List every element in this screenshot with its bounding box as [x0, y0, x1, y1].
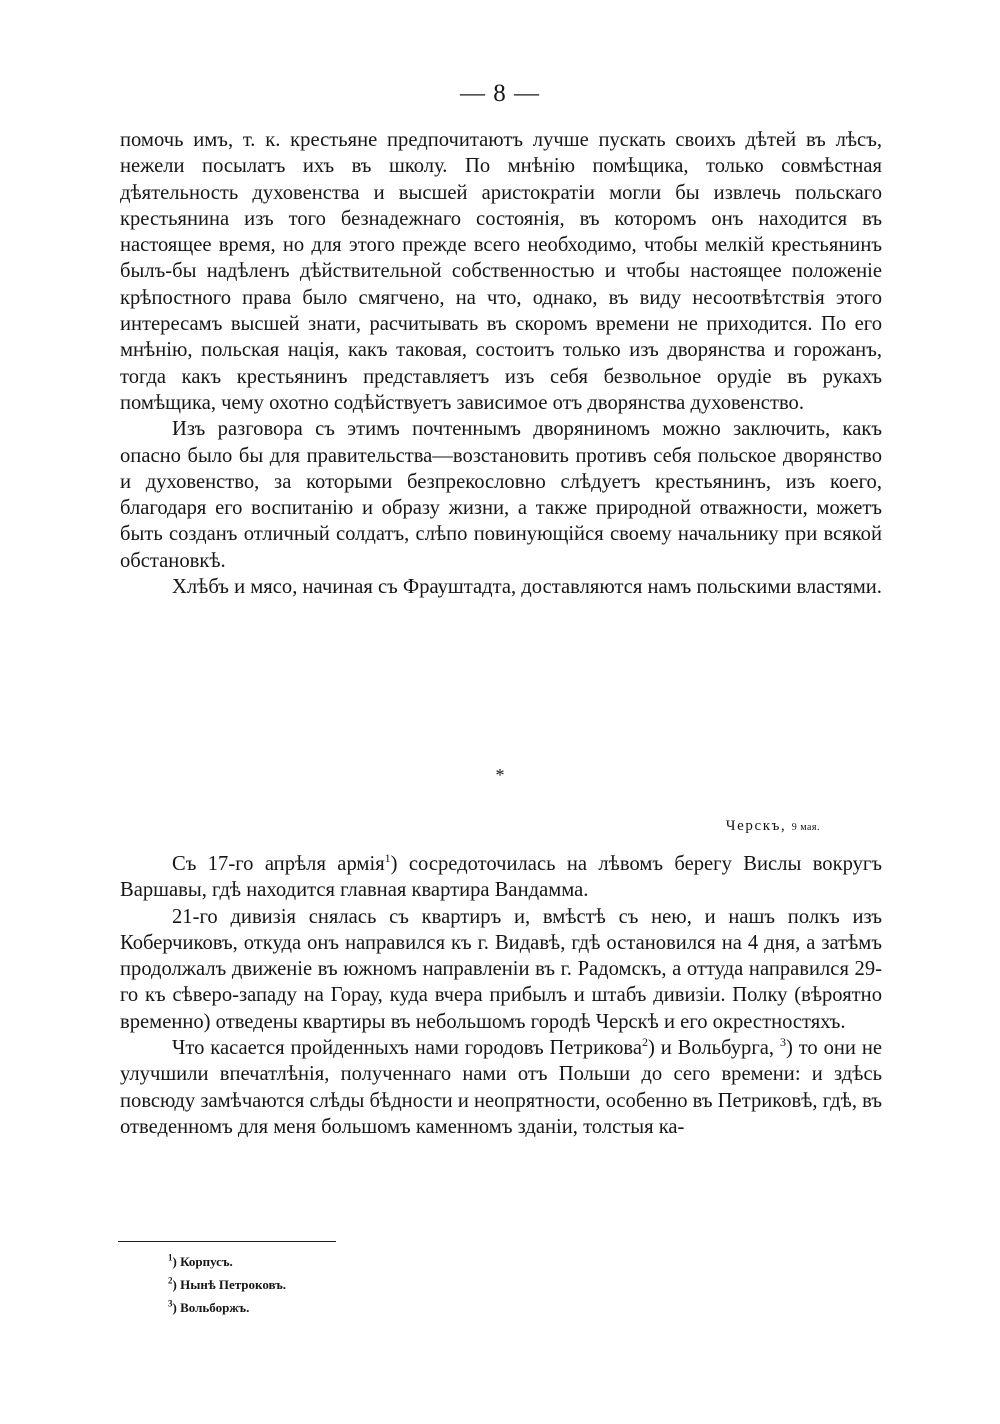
paragraph-conversation: Изъ разговора съ этимъ почтеннымъ дворяниномъ можно заключить, какъ опасно было бы для правительства—возстановить противъ себя польское дворянство и духовенство, за которыми безпрекословно слѣдуетъ крестьянинъ, изъ коего, благодаря его воспитанію и образу жизни, а также природной отважности, можетъ быть созданъ отличный солдатъ, слѣпо повинующійся своему начальнику при всякой обстановкѣ. [120, 418, 882, 572]
page-number: — 8 — [460, 80, 540, 107]
footnotes [168, 1250, 286, 1319]
footnote-3-text: ) Вольборжъ. [172, 1300, 250, 1315]
section-separator: * [495, 765, 505, 785]
paragraph-towns [120, 1035, 882, 1140]
paragraph-continuation: помочь имъ, т. к. крестьяне предпочитаютъ лучше пускать своихъ дѣтей въ лѣсъ, нежели посылатъ ихъ въ школу. По мнѣнію помѣщика, только совмѣстная дѣятельность духовенства и высшей аристократіи могли бы извлечь польскаго крестьянина изъ того безнадежнаго состоянія, въ которомъ онъ находится въ настоящее время, но для этого прежде всего необходимо, чтобы мелкій крестьянинъ былъ-бы надѣленъ дѣйствительной собственностью и чтобы настоящее положеніе крѣпостного права было смягчено, на что, однако, въ виду несоотвѣтствія этого интересамъ высшей знати, расчитывать въ скоромъ времени не приходится. По его мнѣнію, польская нація, какъ таковая, состоитъ только изъ дворянства и горожанъ, тогда какъ крестьянинъ представляетъ изъ себя безвольное орудіе въ рукахъ помѣщика, чему охотно содѣйствуетъ зависимое отъ дворянства духовенство. [120, 129, 882, 414]
footnote-ref-3: 3 [779, 1035, 786, 1050]
footnote-ref-2: 2 [641, 1035, 648, 1050]
paragraph-towns-text-1: Что касается пройденныхъ нами городовъ Петрикова [172, 1037, 642, 1060]
dateline-place: Черскъ, [725, 818, 787, 834]
footnote-3-mark: 3 [168, 1298, 173, 1309]
footnote-ref-1: 1 [384, 851, 391, 866]
body-text-top [120, 127, 882, 600]
paragraph-army [120, 851, 882, 904]
footnote-1-mark: 1 [168, 1252, 173, 1263]
paragraph-towns-text-2: ) и Вольбурга, [647, 1037, 775, 1060]
paragraph-division: 21-го дивизія снялась съ квартиръ и, вмѣстѣ съ нею, и нашъ полкъ изъ Коберчиковъ, откуда онъ направился къ г. Видавѣ, гдѣ остановился на 4 дня, а затѣмъ продолжалъ движеніе въ южномъ направленіи въ г. Радомскъ, а оттуда направился 29-го къ сѣверо-западу на Горау, куда вчера прибылъ и штабъ дивизіи. Полку (вѣроятно временно) отведены квартиры въ небольшомъ городѣ Черскѣ и его окрестностяхъ. [120, 905, 882, 1033]
paragraph-army-text-1: Съ 17-го апрѣля армія [172, 853, 385, 875]
footnote-1-text: ) Корпусъ. [172, 1254, 233, 1269]
paragraph-towns-text-3: ) то они не улучшили впечатлѣнія, полученнаго нами отъ Польши до сего времени: и здѣсь повсюду замѣчаются слѣды бѣдности и неопрятности, особенно въ Петриковѣ, гдѣ, въ отведенномъ для меня большомъ каменномъ зданіи, толстыя ка- [120, 1037, 882, 1138]
paragraph-supplies: Хлѣбъ и мясо, начиная съ Фрауштадта, доставляются намъ польскими властями. [172, 576, 882, 599]
footnote-2-text: ) Нынѣ Петроковъ. [172, 1277, 287, 1292]
footnote-divider [118, 1241, 336, 1242]
paragraph-army-text-2: ) сосредоточилась на лѣвомъ берегу Вислы вокругъ Варшавы, гдѣ находится главная квартира Вандамма. [120, 853, 882, 902]
dateline-date: 9 мая. [791, 822, 820, 833]
footnote-2 [168, 1273, 286, 1296]
footnote-2-mark: 2 [168, 1275, 173, 1286]
dateline [726, 818, 820, 835]
footnote-3 [168, 1296, 286, 1319]
footnote-1 [168, 1250, 286, 1273]
body-text-bottom [120, 851, 882, 1140]
